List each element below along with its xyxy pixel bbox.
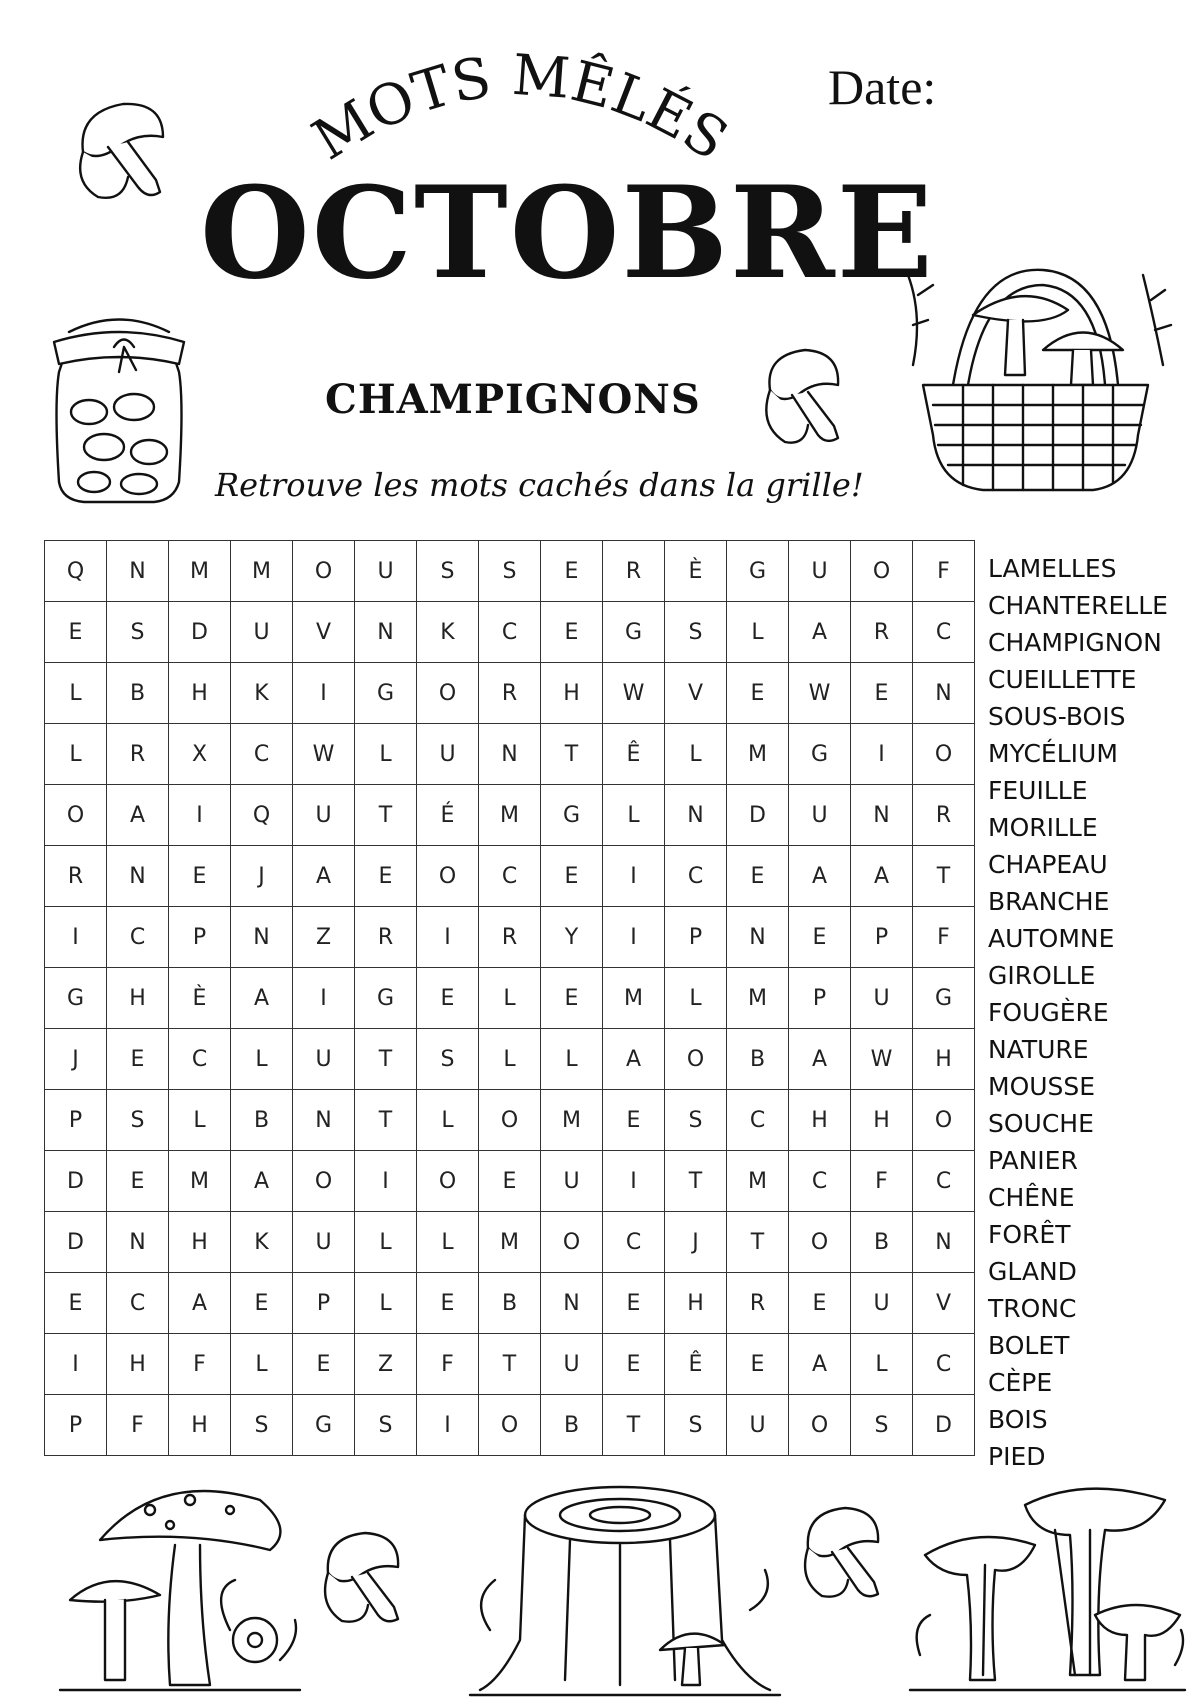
word-list-item: CÈPE bbox=[988, 1368, 1053, 1397]
grid-cell[interactable]: Z bbox=[293, 907, 355, 968]
grid-cell[interactable]: M bbox=[727, 968, 789, 1029]
word-list-item: CHAMPIGNON bbox=[988, 628, 1162, 657]
grid-cell[interactable]: H bbox=[169, 663, 231, 724]
word-list-item: BOLET bbox=[988, 1331, 1070, 1360]
grid-cell[interactable]: R bbox=[479, 663, 541, 724]
grid-cell[interactable]: A bbox=[789, 1029, 851, 1090]
grid-cell[interactable]: U bbox=[789, 541, 851, 602]
word-list-item: LAMELLES bbox=[988, 554, 1117, 583]
grid-cell[interactable]: E bbox=[727, 663, 789, 724]
grid-cell[interactable]: L bbox=[603, 785, 665, 846]
fly-agaric-flowers-icon bbox=[50, 1470, 310, 1700]
grid-cell[interactable]: I bbox=[603, 907, 665, 968]
grid-cell[interactable]: E bbox=[107, 1151, 169, 1212]
grid-cell[interactable]: R bbox=[851, 602, 913, 663]
grid-cell[interactable]: Q bbox=[45, 541, 107, 602]
word-list-item: GLAND bbox=[988, 1257, 1077, 1286]
word-list-item: CHANTERELLE bbox=[988, 591, 1168, 620]
grid-row bbox=[45, 785, 975, 846]
chanterelles-icon bbox=[905, 1475, 1190, 1700]
grid-cell[interactable]: S bbox=[417, 541, 479, 602]
word-list-item: GIROLLE bbox=[988, 961, 1096, 990]
grid-cell[interactable]: T bbox=[913, 846, 975, 907]
grid-cell[interactable]: A bbox=[789, 602, 851, 663]
grid-cell[interactable]: E bbox=[541, 602, 603, 663]
grid-cell[interactable]: E bbox=[355, 846, 417, 907]
grid-cell[interactable]: N bbox=[107, 1212, 169, 1273]
grid-cell[interactable]: D bbox=[913, 1395, 975, 1456]
grid-cell[interactable]: P bbox=[45, 1395, 107, 1456]
month-title: OCTOBRE bbox=[200, 159, 935, 307]
grid-cell[interactable]: N bbox=[293, 1090, 355, 1151]
instructions: Retrouve les mots cachés dans la grille! bbox=[215, 466, 864, 504]
grid-cell[interactable]: Ê bbox=[665, 1334, 727, 1395]
grid-row bbox=[45, 1334, 975, 1395]
grid-cell[interactable]: T bbox=[541, 724, 603, 785]
date-label: Date: bbox=[828, 59, 937, 115]
grid-cell[interactable]: U bbox=[231, 602, 293, 663]
grid-cell[interactable]: H bbox=[107, 968, 169, 1029]
grid-cell[interactable]: O bbox=[913, 1090, 975, 1151]
grid-cell[interactable]: W bbox=[851, 1029, 913, 1090]
grid-cell[interactable]: P bbox=[169, 907, 231, 968]
grid-cell[interactable]: E bbox=[541, 541, 603, 602]
grid-cell[interactable]: G bbox=[789, 724, 851, 785]
grid-row bbox=[45, 1151, 975, 1212]
grid-cell[interactable]: N bbox=[727, 907, 789, 968]
grid-cell[interactable]: L bbox=[479, 1029, 541, 1090]
grid-cell[interactable]: L bbox=[231, 1029, 293, 1090]
grid-cell[interactable]: W bbox=[603, 663, 665, 724]
word-list-item: CHÊNE bbox=[988, 1183, 1075, 1212]
grid-cell[interactable]: P bbox=[851, 907, 913, 968]
grid-cell[interactable]: U bbox=[541, 1151, 603, 1212]
grid-cell[interactable]: L bbox=[355, 1273, 417, 1334]
grid-cell[interactable]: U bbox=[727, 1395, 789, 1456]
grid-cell[interactable]: Ê bbox=[603, 724, 665, 785]
word-list-item: FEUILLE bbox=[988, 776, 1088, 805]
grid-cell[interactable]: Q bbox=[231, 785, 293, 846]
grid-cell[interactable]: I bbox=[45, 907, 107, 968]
grid-cell[interactable]: L bbox=[665, 968, 727, 1029]
grid-cell[interactable]: L bbox=[45, 724, 107, 785]
grid-cell[interactable]: D bbox=[45, 1151, 107, 1212]
grid-cell[interactable]: L bbox=[851, 1334, 913, 1395]
grid-cell[interactable]: D bbox=[727, 785, 789, 846]
grid-cell[interactable]: I bbox=[603, 846, 665, 907]
grid-cell[interactable]: T bbox=[665, 1151, 727, 1212]
grid-cell[interactable]: N bbox=[913, 663, 975, 724]
grid-cell[interactable]: T bbox=[355, 1090, 417, 1151]
grid-cell[interactable]: R bbox=[355, 907, 417, 968]
grid-cell[interactable]: O bbox=[417, 663, 479, 724]
grid-cell[interactable]: S bbox=[417, 1029, 479, 1090]
grid-cell[interactable]: C bbox=[169, 1029, 231, 1090]
grid-cell[interactable]: U bbox=[355, 541, 417, 602]
mushroom-basket-icon bbox=[893, 255, 1178, 505]
grid-cell[interactable]: E bbox=[541, 968, 603, 1029]
grid-cell[interactable]: A bbox=[293, 846, 355, 907]
grid-cell[interactable]: W bbox=[293, 724, 355, 785]
grid-cell[interactable]: E bbox=[479, 1151, 541, 1212]
grid-cell[interactable]: U bbox=[417, 724, 479, 785]
grid-cell[interactable]: Y bbox=[541, 907, 603, 968]
grid-row bbox=[45, 846, 975, 907]
grid-cell[interactable]: M bbox=[603, 968, 665, 1029]
grid-cell[interactable]: E bbox=[603, 1273, 665, 1334]
grid-cell[interactable]: I bbox=[417, 907, 479, 968]
grid-cell[interactable]: G bbox=[293, 1395, 355, 1456]
grid-cell[interactable]: L bbox=[45, 663, 107, 724]
grid-cell[interactable]: U bbox=[789, 785, 851, 846]
grid-cell[interactable]: G bbox=[355, 968, 417, 1029]
grid-cell[interactable]: P bbox=[45, 1090, 107, 1151]
grid-cell[interactable]: F bbox=[169, 1334, 231, 1395]
grid-cell[interactable]: S bbox=[107, 1090, 169, 1151]
grid-cell[interactable]: I bbox=[851, 724, 913, 785]
grid-cell[interactable]: C bbox=[913, 602, 975, 663]
grid-cell[interactable]: T bbox=[355, 785, 417, 846]
word-list-item: MOUSSE bbox=[988, 1072, 1096, 1101]
grid-cell[interactable]: R bbox=[913, 785, 975, 846]
grid-cell[interactable]: E bbox=[727, 1334, 789, 1395]
grid-row bbox=[45, 1029, 975, 1090]
grid-cell[interactable]: M bbox=[169, 1151, 231, 1212]
grid-cell[interactable]: F bbox=[851, 1151, 913, 1212]
grid-cell[interactable]: H bbox=[107, 1334, 169, 1395]
grid-cell[interactable]: L bbox=[231, 1334, 293, 1395]
grid-cell[interactable]: G bbox=[603, 602, 665, 663]
grid-cell[interactable]: B bbox=[479, 1273, 541, 1334]
grid-cell[interactable]: H bbox=[541, 663, 603, 724]
grid-cell[interactable]: O bbox=[417, 846, 479, 907]
word-list-item: FOUGÈRE bbox=[988, 998, 1109, 1027]
grid-cell[interactable]: E bbox=[417, 968, 479, 1029]
grid-cell[interactable]: È bbox=[665, 541, 727, 602]
grid-cell[interactable]: A bbox=[107, 785, 169, 846]
tree-stump-icon bbox=[460, 1480, 790, 1700]
grid-cell[interactable]: N bbox=[355, 602, 417, 663]
grid-cell[interactable]: J bbox=[231, 846, 293, 907]
grid-cell[interactable]: L bbox=[727, 602, 789, 663]
grid-cell[interactable]: H bbox=[789, 1090, 851, 1151]
grid-cell[interactable]: C bbox=[665, 846, 727, 907]
grid-cell[interactable]: C bbox=[727, 1090, 789, 1151]
grid-cell[interactable]: U bbox=[851, 1273, 913, 1334]
grid-cell[interactable]: S bbox=[665, 602, 727, 663]
grid-cell[interactable]: T bbox=[355, 1029, 417, 1090]
grid-cell[interactable]: O bbox=[417, 1151, 479, 1212]
grid-cell[interactable]: T bbox=[479, 1334, 541, 1395]
grid-cell[interactable]: M bbox=[541, 1090, 603, 1151]
grid-cell[interactable]: P bbox=[293, 1273, 355, 1334]
grid-row bbox=[45, 1090, 975, 1151]
grid-cell[interactable]: S bbox=[355, 1395, 417, 1456]
grid-cell[interactable]: B bbox=[541, 1395, 603, 1456]
grid-cell[interactable]: N bbox=[231, 907, 293, 968]
grid-cell[interactable]: P bbox=[789, 968, 851, 1029]
grid-cell[interactable]: N bbox=[665, 785, 727, 846]
grid-cell[interactable]: A bbox=[789, 1334, 851, 1395]
grid-cell[interactable]: O bbox=[913, 724, 975, 785]
grid-cell[interactable]: R bbox=[727, 1273, 789, 1334]
grid-cell[interactable]: E bbox=[727, 846, 789, 907]
grid-cell[interactable]: A bbox=[851, 846, 913, 907]
grid-cell[interactable]: O bbox=[789, 1212, 851, 1273]
grid-cell[interactable]: A bbox=[603, 1029, 665, 1090]
grid-cell[interactable]: E bbox=[851, 663, 913, 724]
grid-cell[interactable]: N bbox=[851, 785, 913, 846]
grid-cell[interactable]: G bbox=[913, 968, 975, 1029]
grid-row bbox=[45, 1212, 975, 1273]
grid-cell[interactable]: A bbox=[231, 1151, 293, 1212]
word-list-item: SOUS-BOIS bbox=[988, 702, 1126, 731]
grid-cell[interactable]: R bbox=[45, 846, 107, 907]
grid-cell[interactable]: F bbox=[913, 541, 975, 602]
grid-cell[interactable]: F bbox=[107, 1395, 169, 1456]
grid-cell[interactable]: M bbox=[231, 541, 293, 602]
grid-cell[interactable]: S bbox=[665, 1090, 727, 1151]
word-list-item: BOIS bbox=[988, 1405, 1048, 1434]
grid-cell[interactable]: O bbox=[665, 1029, 727, 1090]
word-list-item: PIED bbox=[988, 1442, 1046, 1471]
grid-cell[interactable]: C bbox=[231, 724, 293, 785]
grid-cell[interactable]: U bbox=[541, 1334, 603, 1395]
grid-cell[interactable]: G bbox=[727, 541, 789, 602]
grid-cell[interactable]: E bbox=[789, 907, 851, 968]
grid-cell[interactable]: S bbox=[107, 602, 169, 663]
grid-cell[interactable]: D bbox=[169, 602, 231, 663]
grid-cell[interactable]: V bbox=[293, 602, 355, 663]
grid-cell[interactable]: C bbox=[603, 1212, 665, 1273]
grid-cell[interactable]: L bbox=[417, 1212, 479, 1273]
grid-row bbox=[45, 602, 975, 663]
grid-cell[interactable]: A bbox=[789, 846, 851, 907]
grid-cell[interactable]: B bbox=[727, 1029, 789, 1090]
word-list-item: CUEILLETTE bbox=[988, 665, 1137, 694]
grid-cell[interactable]: L bbox=[479, 968, 541, 1029]
grid-cell[interactable]: V bbox=[665, 663, 727, 724]
grid-cell[interactable]: A bbox=[231, 968, 293, 1029]
grid-cell[interactable]: D bbox=[45, 1212, 107, 1273]
grid-cell[interactable]: S bbox=[479, 541, 541, 602]
grid-cell[interactable]: L bbox=[169, 1090, 231, 1151]
grid-row bbox=[45, 663, 975, 724]
grid-cell[interactable]: N bbox=[107, 846, 169, 907]
grid-cell[interactable]: K bbox=[417, 602, 479, 663]
word-list bbox=[988, 550, 1168, 1475]
word-list-item: CHAPEAU bbox=[988, 850, 1108, 879]
word-list-item: PANIER bbox=[988, 1146, 1078, 1175]
grid-cell[interactable]: S bbox=[665, 1395, 727, 1456]
grid-cell[interactable]: C bbox=[913, 1151, 975, 1212]
grid-cell[interactable]: P bbox=[665, 907, 727, 968]
grid-cell[interactable]: B bbox=[231, 1090, 293, 1151]
word-list-item: MORILLE bbox=[988, 813, 1098, 842]
grid-cell[interactable]: G bbox=[541, 785, 603, 846]
grid-cell[interactable]: V bbox=[913, 1273, 975, 1334]
grid-cell[interactable]: O bbox=[293, 1151, 355, 1212]
grid-cell[interactable]: R bbox=[603, 541, 665, 602]
grid-cell[interactable]: K bbox=[231, 663, 293, 724]
grid-cell[interactable]: È bbox=[169, 968, 231, 1029]
grid-cell[interactable]: B bbox=[107, 663, 169, 724]
grid-cell[interactable]: O bbox=[541, 1212, 603, 1273]
grid-cell[interactable]: N bbox=[541, 1273, 603, 1334]
grid-cell[interactable]: W bbox=[789, 663, 851, 724]
grid-cell[interactable]: É bbox=[417, 785, 479, 846]
grid-cell[interactable]: N bbox=[107, 541, 169, 602]
grid-cell[interactable]: E bbox=[107, 1029, 169, 1090]
word-list-item: NATURE bbox=[988, 1035, 1089, 1064]
grid-cell[interactable]: H bbox=[851, 1090, 913, 1151]
grid-cell[interactable]: C bbox=[913, 1334, 975, 1395]
grid-cell[interactable]: L bbox=[541, 1029, 603, 1090]
grid-cell[interactable]: C bbox=[107, 907, 169, 968]
grid-cell[interactable]: A bbox=[169, 1273, 231, 1334]
word-list-item: SOUCHE bbox=[988, 1109, 1094, 1138]
grid-cell[interactable]: E bbox=[169, 846, 231, 907]
grid-cell[interactable]: U bbox=[293, 1212, 355, 1273]
grid-cell[interactable]: I bbox=[293, 663, 355, 724]
grid-row bbox=[45, 541, 975, 602]
grid-cell[interactable]: M bbox=[727, 724, 789, 785]
grid-row bbox=[45, 1395, 975, 1456]
grid-cell[interactable]: S bbox=[851, 1395, 913, 1456]
grid-cell[interactable]: M bbox=[479, 785, 541, 846]
word-list-item: BRANCHE bbox=[988, 887, 1110, 916]
grid-cell[interactable]: C bbox=[107, 1273, 169, 1334]
word-search-grid bbox=[44, 540, 975, 1456]
grid-cell[interactable]: I bbox=[169, 785, 231, 846]
theme-title: CHAMPIGNONS bbox=[325, 376, 701, 423]
grid-cell[interactable]: F bbox=[417, 1334, 479, 1395]
grid-row bbox=[45, 968, 975, 1029]
mushroom-icon-top-left bbox=[68, 92, 178, 212]
mushroom-jar-icon bbox=[44, 302, 194, 507]
grid-cell[interactable]: G bbox=[45, 968, 107, 1029]
grid-cell[interactable]: J bbox=[665, 1212, 727, 1273]
mushroom-icon-bottom-left bbox=[310, 1525, 410, 1635]
grid-cell[interactable]: F bbox=[913, 907, 975, 968]
grid-cell[interactable]: O bbox=[479, 1395, 541, 1456]
grid-cell[interactable]: H bbox=[169, 1212, 231, 1273]
grid-cell[interactable]: O bbox=[293, 541, 355, 602]
grid-cell[interactable]: H bbox=[665, 1273, 727, 1334]
word-list-item: FORÊT bbox=[988, 1220, 1071, 1249]
grid-cell[interactable]: N bbox=[479, 724, 541, 785]
grid-cell[interactable]: C bbox=[479, 602, 541, 663]
grid-cell[interactable]: E bbox=[45, 602, 107, 663]
grid-cell[interactable]: M bbox=[479, 1212, 541, 1273]
grid-cell[interactable]: M bbox=[727, 1151, 789, 1212]
word-list-item: MYCÉLIUM bbox=[988, 739, 1118, 768]
grid-cell[interactable]: H bbox=[913, 1029, 975, 1090]
mushroom-icon-bottom-right bbox=[790, 1500, 895, 1610]
grid-cell[interactable]: O bbox=[851, 541, 913, 602]
grid-cell[interactable]: I bbox=[603, 1151, 665, 1212]
grid-cell[interactable]: R bbox=[479, 907, 541, 968]
grid-cell[interactable]: E bbox=[293, 1334, 355, 1395]
grid-cell[interactable]: T bbox=[603, 1395, 665, 1456]
title-arc-text: MOTS MÊLÉS bbox=[301, 42, 739, 174]
grid-cell[interactable]: E bbox=[789, 1273, 851, 1334]
grid-cell[interactable]: E bbox=[603, 1334, 665, 1395]
word-list-item: AUTOMNE bbox=[988, 924, 1115, 953]
grid-cell[interactable]: Z bbox=[355, 1334, 417, 1395]
grid-cell[interactable]: E bbox=[231, 1273, 293, 1334]
grid-cell[interactable]: K bbox=[231, 1212, 293, 1273]
grid-cell[interactable]: O bbox=[479, 1090, 541, 1151]
grid-row bbox=[45, 1273, 975, 1334]
grid-row bbox=[45, 724, 975, 785]
grid-cell[interactable]: L bbox=[355, 1212, 417, 1273]
grid-cell[interactable]: H bbox=[169, 1395, 231, 1456]
grid-cell[interactable]: E bbox=[603, 1090, 665, 1151]
grid-cell[interactable]: L bbox=[355, 724, 417, 785]
grid-cell[interactable]: S bbox=[231, 1395, 293, 1456]
grid-cell[interactable]: C bbox=[479, 846, 541, 907]
grid-cell[interactable]: M bbox=[169, 541, 231, 602]
grid-cell[interactable]: C bbox=[789, 1151, 851, 1212]
grid-cell[interactable]: I bbox=[45, 1334, 107, 1395]
grid-cell[interactable]: B bbox=[851, 1212, 913, 1273]
grid-cell[interactable]: E bbox=[45, 1273, 107, 1334]
grid-cell[interactable]: U bbox=[851, 968, 913, 1029]
mushroom-icon-middle bbox=[750, 340, 850, 460]
grid-cell[interactable]: N bbox=[913, 1212, 975, 1273]
grid-cell[interactable]: U bbox=[293, 785, 355, 846]
grid-cell[interactable]: R bbox=[107, 724, 169, 785]
grid-cell[interactable]: E bbox=[417, 1273, 479, 1334]
grid-cell[interactable]: E bbox=[541, 846, 603, 907]
word-list-item: TRONC bbox=[988, 1294, 1077, 1323]
grid-cell[interactable]: I bbox=[293, 968, 355, 1029]
grid-cell[interactable]: U bbox=[293, 1029, 355, 1090]
grid-cell[interactable]: O bbox=[45, 785, 107, 846]
grid-cell[interactable]: I bbox=[355, 1151, 417, 1212]
grid-cell[interactable]: G bbox=[355, 663, 417, 724]
grid-cell[interactable]: L bbox=[417, 1090, 479, 1151]
grid-cell[interactable]: L bbox=[665, 724, 727, 785]
grid-cell[interactable]: J bbox=[45, 1029, 107, 1090]
grid-cell[interactable]: I bbox=[417, 1395, 479, 1456]
grid-cell[interactable]: X bbox=[169, 724, 231, 785]
grid-row bbox=[45, 907, 975, 968]
grid-cell[interactable]: T bbox=[727, 1212, 789, 1273]
grid-cell[interactable]: O bbox=[789, 1395, 851, 1456]
